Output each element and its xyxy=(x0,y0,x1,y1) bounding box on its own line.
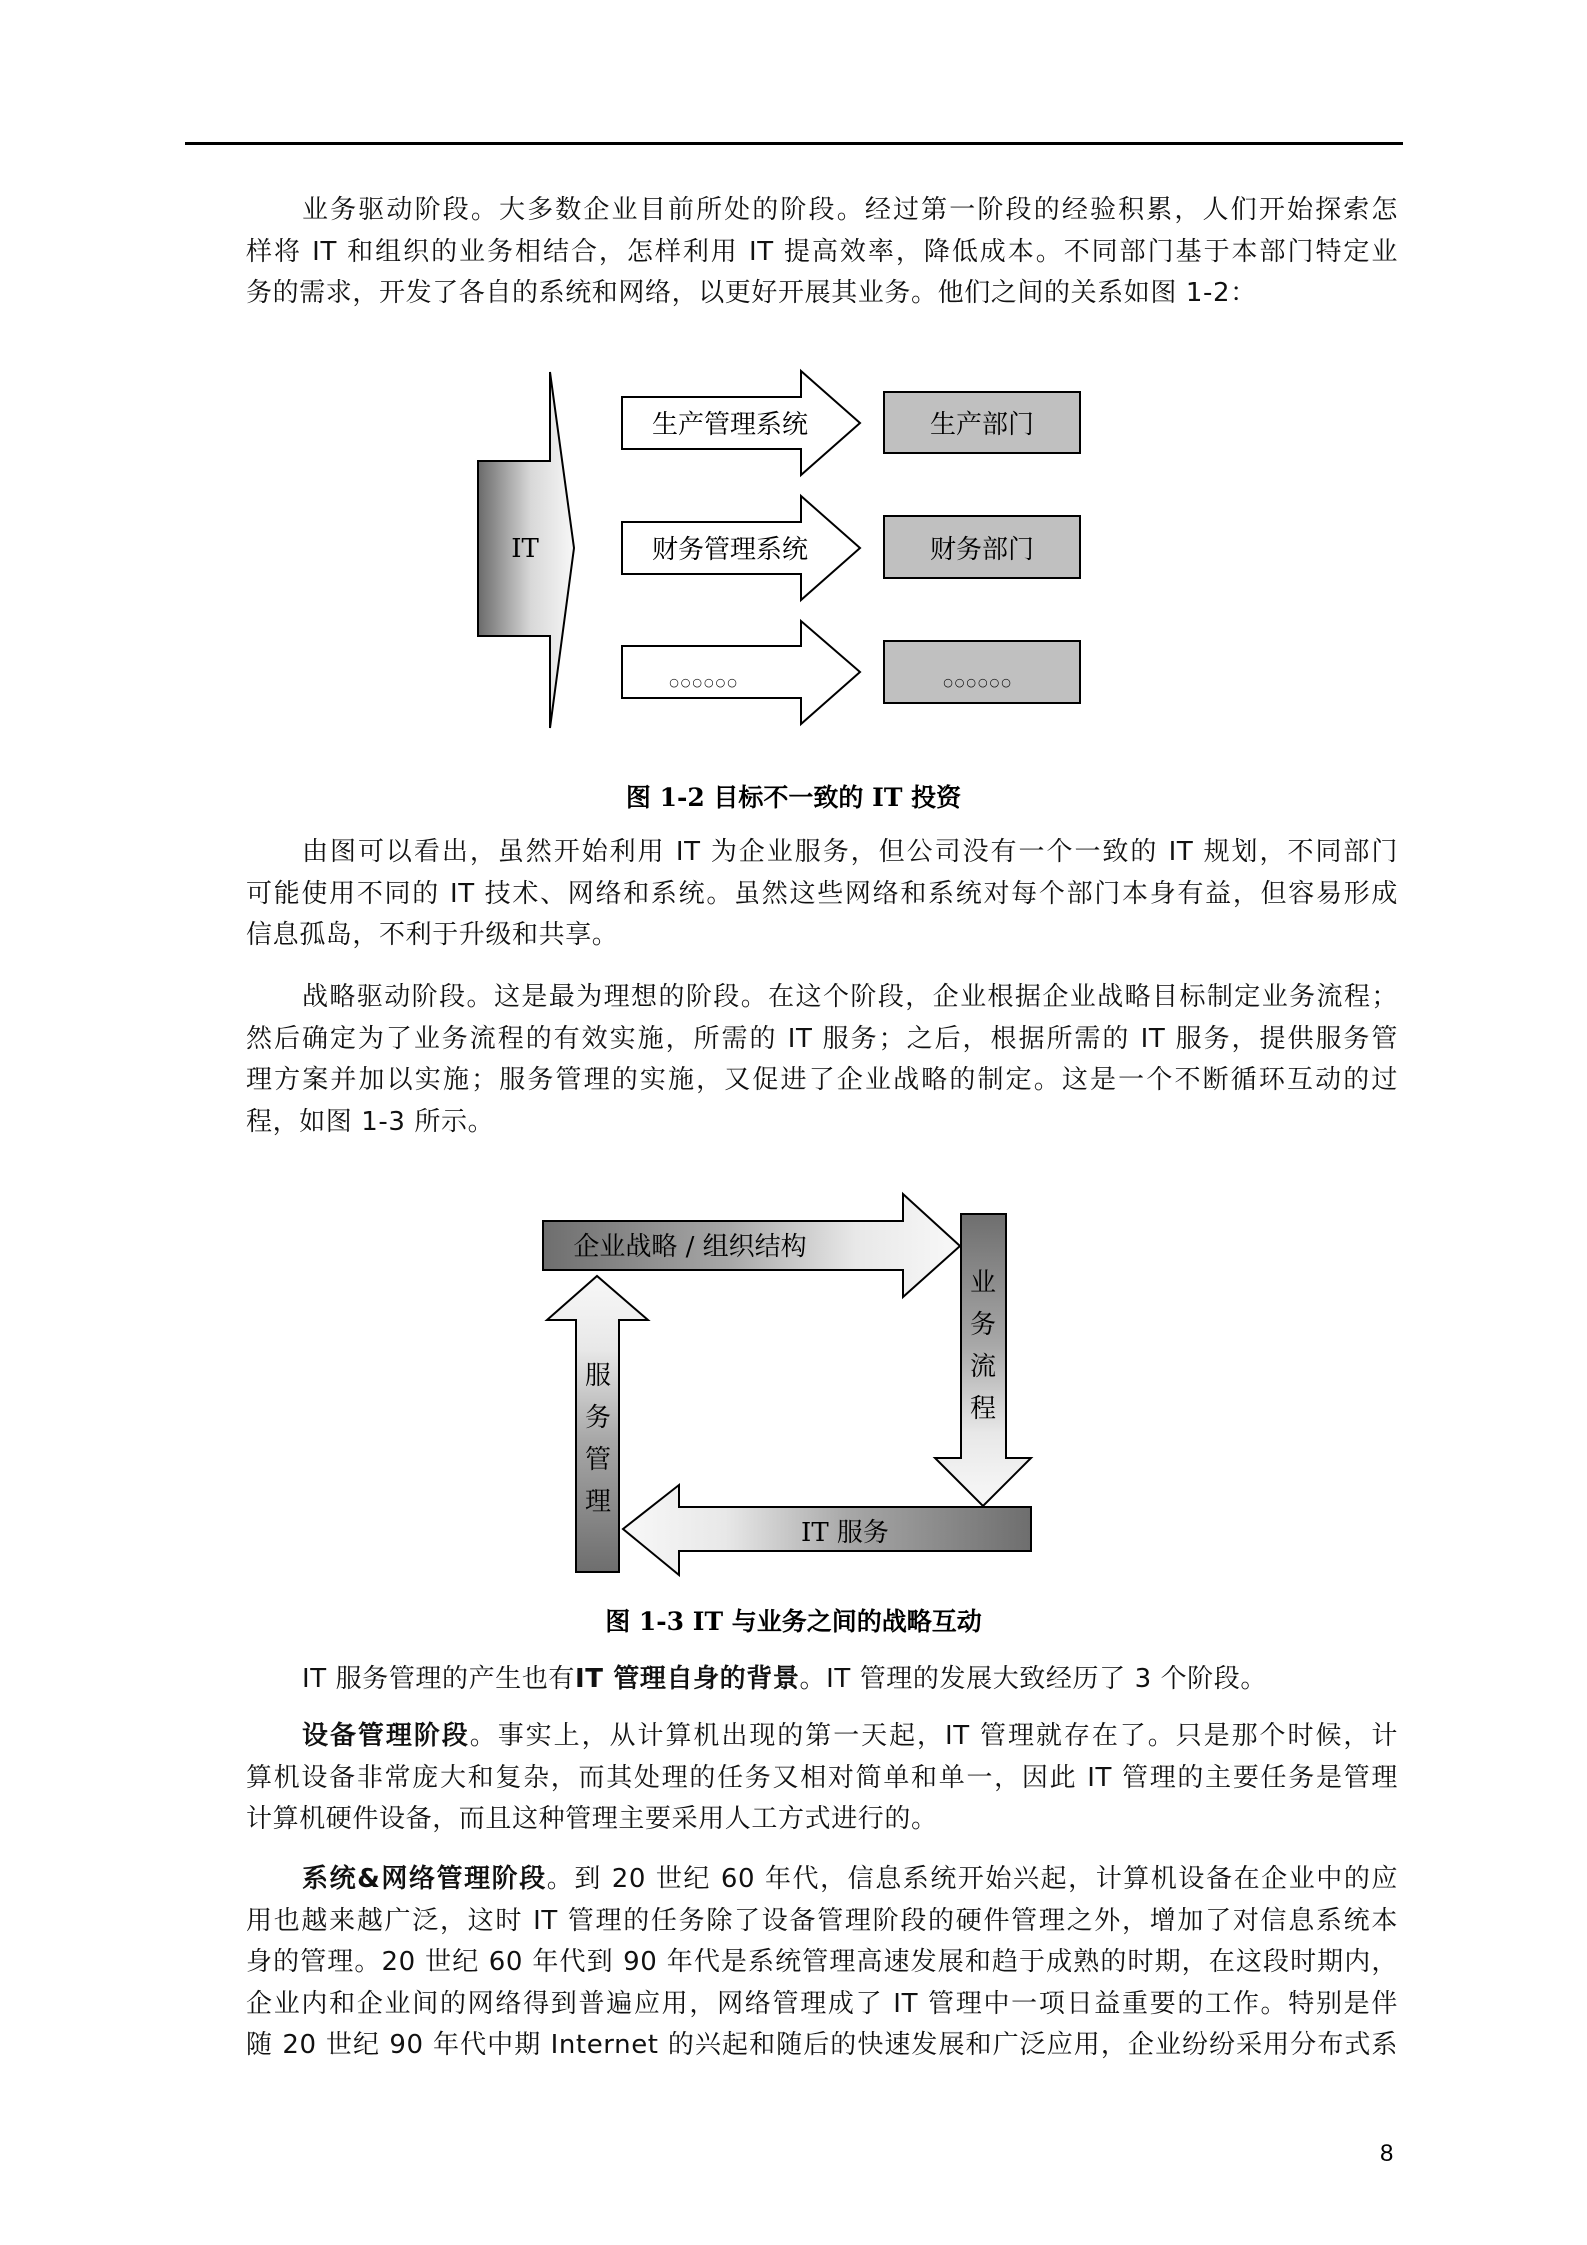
others-dept-label: ○○○○○○ xyxy=(943,676,1013,689)
text-line: 计算机硬件设备，而且这种管理主要采用人工方式进行的。 xyxy=(246,1804,938,1834)
strategy-arrow-top xyxy=(543,1194,960,1297)
service-mgmt-char-2: 务 xyxy=(584,1403,612,1433)
paragraph-system-network-mgmt xyxy=(246,1859,1398,2067)
production-dept-label: 生产部门 xyxy=(929,410,1035,440)
text-line: 随 20 世纪 90 年代中期 Internet 的兴起和随后的快速发展和广泛应用，企业纷纷采用分布式系 xyxy=(246,2030,1398,2060)
text-line: 算机设备非常庞大和复杂，而其处理的任务又相对简单和单一，因此 IT 管理的主要任务是管理 xyxy=(246,1762,1398,1793)
text-line: 企业内和企业间的网络得到普遍应用，网络管理成了 IT 管理中一项日益重要的工作。特别是伴 xyxy=(246,1988,1398,2019)
text-segment: IT 服务管理的产生也有 xyxy=(302,1664,576,1694)
text-segment: 。到 20 世纪 60 年代，信息系统开始兴起，计算机设备在企业中的应 xyxy=(546,1864,1398,1894)
text-line: 样将 IT 和组织的业务相结合，怎样利用 IT 提高效率，降低成本。不同部门基于本部门特定业 xyxy=(246,236,1398,267)
process-char-4: 程 xyxy=(969,1394,997,1424)
text-line xyxy=(246,1659,1398,1701)
strategy-label: 企业战略 / 组织结构 xyxy=(573,1232,807,1262)
paragraph-device-mgmt xyxy=(246,1716,1398,1841)
figure-1-3-caption: 图 1-3 IT 与业务之间的战略互动 xyxy=(605,1607,982,1636)
text-line xyxy=(246,1859,1398,1901)
service-mgmt-char-1: 服 xyxy=(584,1361,612,1391)
it-label: IT xyxy=(511,534,539,564)
page-number: 8 xyxy=(1380,2140,1394,2167)
text-line: 理方案并加以实施；服务管理的实施，又促进了企业战略的制定。这是一个不断循环互动的过 xyxy=(246,1065,1398,1095)
service-mgmt-char-4: 理 xyxy=(584,1487,612,1517)
text-segment: 。IT 管理的发展大致经历了 3 个阶段。 xyxy=(799,1664,1267,1694)
text-line: 然后确定为了业务流程的有效实施，所需的 IT 服务；之后，根据所需的 IT 服务，提供服务管 xyxy=(246,1023,1398,1054)
text-line: 战略驱动阶段。这是最为理想的阶段。在这个阶段，企业根据企业战略目标制定业务流程； xyxy=(302,982,1398,1012)
text-line: 身的管理。20 世纪 60 年代到 90 年代是系统管理高速发展和趋于成熟的时期，在这段时期内， xyxy=(246,1947,1398,1977)
it-service-label: IT 服务 xyxy=(801,1518,889,1548)
bold-term: IT 管理自身的背景 xyxy=(575,1664,800,1694)
text-line: 务的需求，开发了各自的系统和网络，以更好开展其业务。他们之间的关系如图 1-2： xyxy=(246,278,1257,308)
bold-term: 系统&网络管理阶段 xyxy=(302,1864,547,1894)
text-line: 由图可以看出，虽然开始利用 IT 为企业服务，但公司没有一个一致的 IT 规划，不同部门 xyxy=(302,837,1398,867)
text-line xyxy=(246,1716,1398,1758)
others-system-label: ○○○○○○ xyxy=(669,676,739,689)
paragraph-it-mgmt-background xyxy=(246,1659,1398,1701)
finance-system-label: 财务管理系统 xyxy=(651,535,809,565)
text-line: 业务驱动阶段。大多数企业目前所处的阶段。经过第一阶段的经验积累，人们开始探索怎 xyxy=(302,195,1398,225)
production-system-label: 生产管理系统 xyxy=(651,410,809,440)
business-process-arrow-right xyxy=(935,1214,1031,1506)
text-line: 程，如图 1-3 所示。 xyxy=(246,1106,495,1137)
text-line: 信息孤岛，不利于升级和共享。 xyxy=(246,920,619,950)
process-char-3: 流 xyxy=(969,1352,997,1382)
text-line: 可能使用不同的 IT 技术、网络和系统。虽然这些网络和系统对每个部门本身有益，但容易形成 xyxy=(246,878,1398,909)
text-segment: 。事实上，从计算机出现的第一天起，IT 管理就存在了。只是那个时候，计 xyxy=(469,1721,1398,1751)
text-line: 用也越来越广泛，这时 IT 管理的任务除了设备管理阶段的硬件管理之外，增加了对信息系统本 xyxy=(246,1905,1398,1936)
finance-dept-label: 财务部门 xyxy=(929,535,1035,565)
process-char-2: 务 xyxy=(969,1310,997,1340)
figure-1-2-caption: 图 1-2 目标不一致的 IT 投资 xyxy=(625,783,962,812)
it-service-arrow-bottom xyxy=(623,1485,1031,1575)
service-mgmt-char-3: 管 xyxy=(584,1445,612,1475)
process-char-1: 业 xyxy=(969,1268,997,1298)
bold-term: 设备管理阶段 xyxy=(302,1721,470,1751)
